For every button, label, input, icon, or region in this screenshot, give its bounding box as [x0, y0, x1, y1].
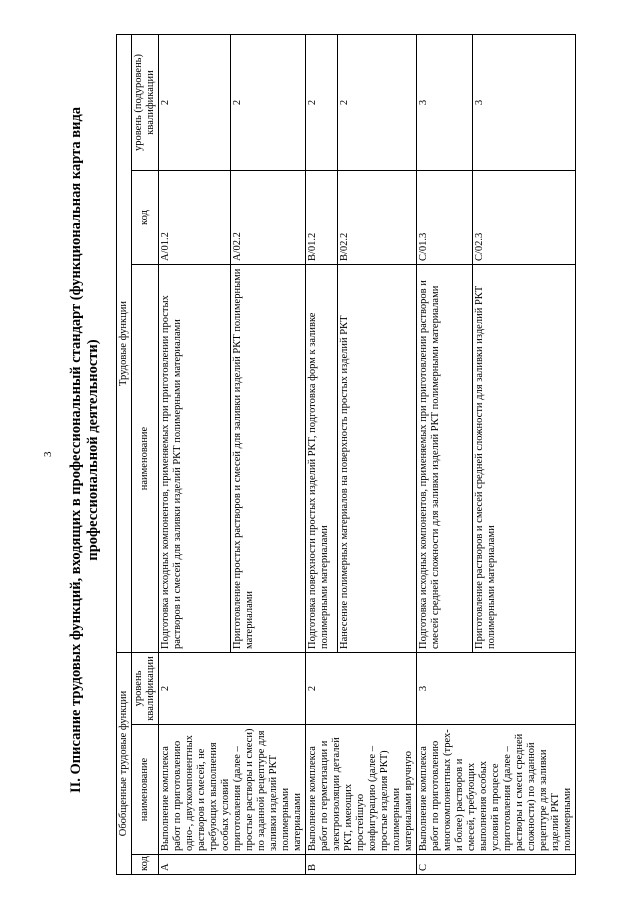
header-name: наименование: [132, 725, 159, 855]
function-level: 3: [417, 34, 473, 170]
function-name: Приготовление простых растворов и смесей для заливки изделий РКТ полимерными материалами: [231, 265, 306, 653]
gen-name: Выполнение комплекса работ по приготовлению одно-, двухкомпонентных растворов и смесей, не требующих выполнения особых условий приготовления (далее – простые растворы и смеси) по заданной рецептуре для заливки изделий РКТ полимерными материалами: [159, 725, 306, 855]
header-function-code: код: [132, 171, 159, 265]
function-code: A/01.2: [159, 171, 231, 265]
gen-name: Выполнение комплекса работ по приготовлению многокомпонентных (трех- и более) растворов и смесей, требующих выполнения особых условий в процессе приготовления (далее – растворы и смеси средней сложности) по заданной рецептуре для заливки изделий РКТ полимерными: [417, 725, 576, 855]
function-name: Приготовление растворов и смесей средней сложности для заливки изделий РКТ полимерными материалами: [473, 265, 576, 653]
gen-code: A: [159, 855, 306, 875]
function-code: A/02.2: [231, 171, 306, 265]
title-line-1: II. Описание трудовых функций, входящих в профессиональный стандарт (функциональная карта вида: [68, 106, 84, 794]
header-function-name: наименование: [132, 265, 159, 653]
function-name: Подготовка поверхности простых изделий РКТ, подготовка форм к заливке полимерными материалами: [306, 265, 338, 653]
table-row: [417, 34, 473, 874]
function-level: 2: [231, 34, 306, 170]
header-qual-level: уровень квалификации: [132, 653, 159, 725]
function-level: 2: [338, 34, 417, 170]
gen-name: Выполнение комплекса работ по герметизации и электроизоляции деталей РКТ, имеющих простейшую конфигурацию (далее – простые изделия РКТ) полимерными материалами вручную: [306, 725, 417, 855]
functions-table: [116, 34, 576, 875]
function-name: Нанесение полимерных материалов на поверхность простых изделий РКТ: [338, 265, 417, 653]
title-line-2: профессиональной деятельности): [85, 339, 101, 561]
table-row: [306, 34, 338, 874]
function-code: C/01.3: [417, 171, 473, 265]
gen-code: B: [306, 855, 417, 875]
function-code: B/02.2: [338, 171, 417, 265]
table-row: [159, 34, 231, 874]
page-number: 3: [42, 451, 54, 457]
function-level: 3: [473, 34, 576, 170]
gen-level: 2: [306, 653, 417, 725]
function-name: Подготовка исходных компонентов, применяемых при приготовлении простых растворов и смесей для заливки изделий РКТ полимерными материалами: [159, 265, 231, 653]
header-qual-sublevel: уровень (подуровень) квалификации: [132, 34, 159, 170]
section-title: [68, 35, 102, 865]
gen-level: 3: [417, 653, 576, 725]
header-generalized: Обобщенные трудовые функции: [117, 653, 132, 875]
header-labor: Трудовые функции: [117, 34, 132, 652]
gen-code: C: [417, 855, 576, 875]
function-code: B/01.2: [306, 171, 338, 265]
function-code: C/02.3: [473, 171, 576, 265]
gen-level: 2: [159, 653, 306, 725]
header-code: код: [132, 855, 159, 875]
function-name: Подготовка исходных компонентов, применяемых при приготовлении растворов и смесей средней сложности для заливки изделий РКТ полимерными материалами: [417, 265, 473, 653]
function-level: 2: [159, 34, 231, 170]
function-level: 2: [306, 34, 338, 170]
